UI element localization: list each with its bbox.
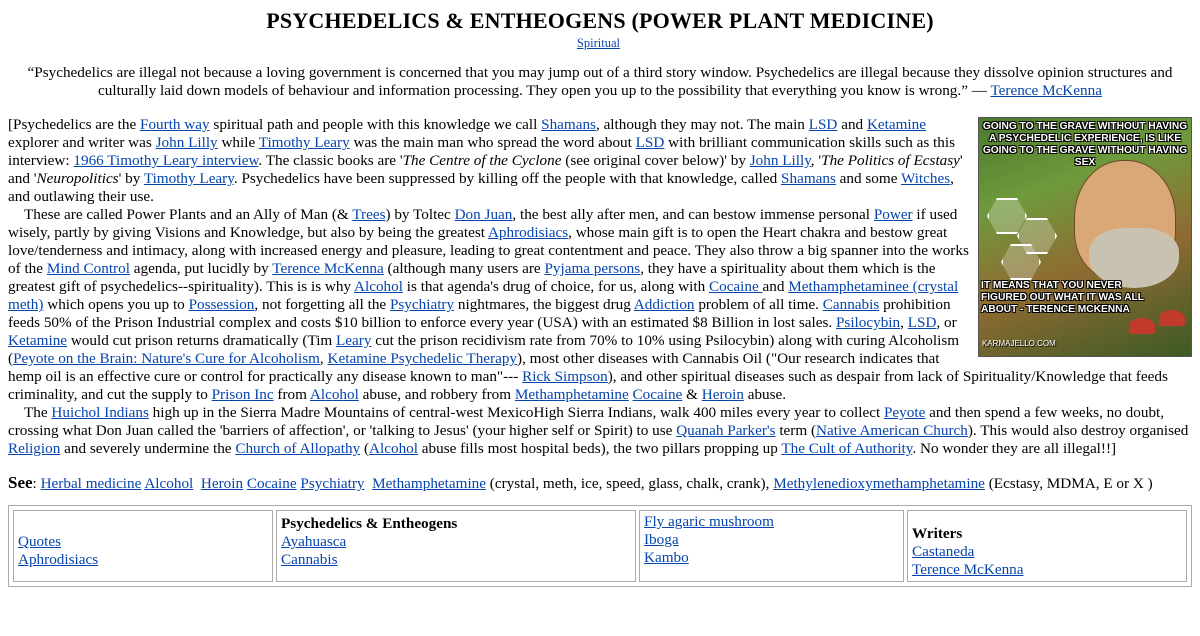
text: with brilliant communication skills such as this interview: xyxy=(8,134,956,169)
page xyxy=(0,6,1200,587)
text: , ' xyxy=(810,152,822,169)
shamans-link[interactable]: Shamans xyxy=(541,116,596,133)
kambo-link[interactable]: Kambo xyxy=(644,549,689,566)
mushroom-shape xyxy=(1129,318,1155,334)
rick-simpson-link[interactable]: Rick Simpson xyxy=(522,368,608,385)
text: explorer and writer was xyxy=(8,134,156,151)
text: and severely undermine the xyxy=(60,440,236,457)
text: , xyxy=(900,314,908,331)
peyote-link[interactable]: Peyote xyxy=(883,404,926,421)
text: problem of all time. xyxy=(694,296,823,313)
john-lilly-link[interactable]: John Lilly xyxy=(155,134,218,151)
ketamine-link[interactable]: Ketamine xyxy=(8,332,68,349)
john-lilly-link[interactable]: John Lilly xyxy=(749,152,811,169)
aphrodisiacs-link[interactable]: Aphrodisiacs xyxy=(18,551,99,568)
text: . The classic books are ' xyxy=(258,152,403,169)
text: These are called Power Plants and an Ally of Man (& xyxy=(24,206,353,223)
ketamine-link[interactable]: Ketamine xyxy=(866,116,926,133)
text: ). This would also destroy organised xyxy=(967,422,1189,439)
alcohol-link[interactable]: Alcohol xyxy=(309,386,359,403)
leary-link[interactable]: Leary xyxy=(336,332,372,349)
text: and xyxy=(837,116,867,133)
text: and some xyxy=(835,170,901,187)
aphrodisiacs-link[interactable]: Aphrodisiacs xyxy=(487,224,569,241)
methamphetamine-link[interactable]: Methamphetamine xyxy=(514,386,629,403)
alcohol-link[interactable]: Alcohol xyxy=(369,440,418,457)
nav-header-psychedelics: Psychedelics & Entheogens xyxy=(281,515,458,532)
text: abuse. xyxy=(743,386,787,403)
nav-column-1 xyxy=(13,510,273,582)
alcohol-link[interactable]: Alcohol xyxy=(354,278,403,295)
text: ' by xyxy=(118,170,144,187)
text: is that agenda's drug of choice, for us, along with xyxy=(402,278,709,295)
text: , although they may not. The main xyxy=(595,116,809,133)
psychiatry-link[interactable]: Psychiatry xyxy=(300,475,365,492)
text: cut the prison recidivism rate from 70% to 10% using Psilocybin) along with curing Alcoholism ( xyxy=(8,332,960,367)
nav-header-writers: Writers xyxy=(912,525,963,542)
text: , xyxy=(319,350,328,367)
text: spiritual path and people with this knowledge we call xyxy=(209,116,542,133)
text: (see original cover below)' by xyxy=(561,152,750,169)
timothy-leary-link[interactable]: Timothy Leary xyxy=(143,170,234,187)
navigation-table xyxy=(8,505,1192,587)
terence-mckenna-link[interactable]: Terence McKenna xyxy=(912,561,1024,578)
text: from xyxy=(273,386,310,403)
text: abuse fills most hospital beds), the two pillars propping up xyxy=(417,440,782,457)
addiction-link[interactable]: Addiction xyxy=(633,296,695,313)
trees-link[interactable]: Trees xyxy=(352,206,386,223)
ketamine-therapy-link[interactable]: Ketamine Psychedelic Therapy xyxy=(327,350,518,367)
text: and then spend a few weeks, no doubt, crossing what Don Juan called the 'barriers of affection', or 'talking to Jesus' (your higher self or Spirit) to use xyxy=(8,404,1165,439)
text: if used wisely, partly by giving Visions and Knowledge, but also by being the greatest xyxy=(8,206,958,241)
text: prohibition feeds 50% of the Prison Industrial complex and costs $10 billion to enforce every year (USA) with an estimated $8 Billion in lost sales. xyxy=(8,296,951,331)
herbal-medicine-link[interactable]: Herbal medicine xyxy=(40,475,142,492)
psychiatry-link[interactable]: Psychiatry xyxy=(389,296,455,313)
witches-link[interactable]: Witches xyxy=(900,170,951,187)
paragraph-huichol xyxy=(8,404,1192,458)
text: . Psychedelics have been suppressed by killing off the people with that knowledge, called xyxy=(233,170,782,187)
fourth-way-link[interactable]: Fourth way xyxy=(140,116,210,133)
iboga-link[interactable]: Iboga xyxy=(644,531,679,548)
text: : xyxy=(32,475,41,492)
book-title: The Politics of Ecstasy xyxy=(821,152,960,169)
text: , or xyxy=(936,314,957,331)
methamphetamine-link[interactable]: Methamphetamine xyxy=(372,475,486,492)
shamans-link[interactable]: Shamans xyxy=(781,170,836,187)
text: The xyxy=(24,404,52,421)
text: (although many users are xyxy=(383,260,545,277)
alcohol-link[interactable]: Alcohol xyxy=(144,475,194,492)
text: , whose main gift is to open the Heart chakra and bestow great love/tenderness and intimacy, along with increased energy and pleasure, leading to great contentment and peace. They also throw a big spanner into the works of the xyxy=(8,224,969,277)
fly-agaric-link[interactable]: Fly agaric mushroom xyxy=(644,513,774,530)
lsd-link[interactable]: LSD xyxy=(907,314,937,331)
possession-link[interactable]: Possession xyxy=(188,296,255,313)
image-caption-bottom: IT MEANS THAT YOU NEVER FIGURED OUT WHAT IT WAS ALL ABOUT - TERENCE MCKENNA xyxy=(981,280,1144,315)
mind-control-link[interactable]: Mind Control xyxy=(46,260,130,277)
huichol-indians-link[interactable]: Huichol Indians xyxy=(51,404,149,421)
book-title: Neuropolitics xyxy=(36,170,119,187)
quanah-parker-link[interactable]: Quanah Parker's xyxy=(676,422,776,439)
power-link[interactable]: Power xyxy=(873,206,913,223)
text: ' and ' xyxy=(8,152,963,187)
quote-author-link[interactable]: Terence McKenna xyxy=(990,82,1102,99)
text: (Ecstasy, MDMA, E or X ) xyxy=(984,475,1153,492)
terence-mckenna-link[interactable]: Terence McKenna xyxy=(272,260,384,277)
cocaine-link[interactable]: Cocaine xyxy=(632,386,683,403)
text: ) by Toltec xyxy=(385,206,455,223)
cult-of-authority-link[interactable]: The Cult of Authority xyxy=(781,440,913,457)
mckenna-quote xyxy=(8,64,1192,100)
methamphetamine-link[interactable]: Methamphetaminee (crystal meth) xyxy=(8,278,959,313)
peyote-alcoholism-link[interactable]: Peyote on the Brain: Nature's Cure for Alcoholism xyxy=(13,350,320,367)
leary-interview-link[interactable]: 1966 Timothy Leary interview xyxy=(73,152,259,169)
text: ), most other diseases with Cannabis Oil ("Our research indicates that hemp oil is an effective cure or control for practically any disease known to man"--- xyxy=(8,350,940,385)
text: was the main man who spread the word about xyxy=(349,134,636,151)
nav-column-4 xyxy=(907,510,1187,582)
see-also xyxy=(8,474,1192,493)
cannabis-link[interactable]: Cannabis xyxy=(822,296,880,313)
lsd-link[interactable]: LSD xyxy=(808,116,838,133)
mdma-link[interactable]: Methylenedioxymethamphetamine xyxy=(773,475,985,492)
quote-text: “Psychedelics are illegal not because a loving government is concerned that you may jump out of a third story window. Psychedelics are illegal because they dissolve opinion structures and culturally laid down models of behaviour and information processing. They open you up to the possibility that everything you know is wrong.” — xyxy=(27,64,1173,99)
church-of-allopathy-link[interactable]: Church of Allopathy xyxy=(235,440,361,457)
image-credit: KARMAJELLO.COM xyxy=(982,339,1056,348)
text: (crystal, meth, ice, speed, glass, chalk, crank), xyxy=(486,475,774,492)
text: which opens you up to xyxy=(43,296,189,313)
pyjama-persons-link[interactable]: Pyjama persons xyxy=(544,260,641,277)
text: & xyxy=(682,386,702,403)
text: ), and other spiritual diseases such as despair from lack of Spirituality/Knowledge that feeds criminality, and cut the supply to xyxy=(8,368,1168,403)
mckenna-meme-image xyxy=(978,117,1192,357)
nav-column-2 xyxy=(276,510,636,582)
text: , the best ally after men, and can bestow immense personal xyxy=(512,206,874,223)
quotes-link[interactable]: Quotes xyxy=(18,533,62,550)
prison-inc-link[interactable]: Prison Inc xyxy=(211,386,274,403)
native-american-church-link[interactable]: Native American Church xyxy=(816,422,968,439)
castaneda-link[interactable]: Castaneda xyxy=(912,543,975,560)
ayahuasca-link[interactable]: Ayahuasca xyxy=(281,533,347,550)
cocaine-link[interactable]: Cocaine xyxy=(708,278,763,295)
text: and xyxy=(762,278,789,295)
cocaine-link[interactable]: Cocaine xyxy=(246,475,297,492)
see-label: See xyxy=(8,473,33,492)
text: would cut prison returns dramatically (Tim xyxy=(67,332,337,349)
subtitle xyxy=(8,36,1192,50)
don-juan-link[interactable]: Don Juan xyxy=(454,206,513,223)
lsd-link[interactable]: LSD xyxy=(635,134,665,151)
timothy-leary-link[interactable]: Timothy Leary xyxy=(258,134,350,151)
text: agenda, put lucidly by xyxy=(129,260,273,277)
text: while xyxy=(217,134,259,151)
text: [Psychedelics are the xyxy=(8,116,140,133)
text: nightmares, the biggest drug xyxy=(454,296,634,313)
beard-illustration xyxy=(1089,228,1179,288)
spiritual-category-link[interactable]: Spiritual xyxy=(576,36,620,50)
text: term ( xyxy=(775,422,817,439)
religion-link[interactable]: Religion xyxy=(8,440,61,457)
text: , not forgetting all the xyxy=(254,296,390,313)
image-caption-top: GOING TO THE GRAVE WITHOUT HAVING A PSYCHEDELIC EXPERIENCE, IS LIKE GOING TO THE GRAVE WITHOUT HAVING SEX xyxy=(982,121,1188,168)
cannabis-link[interactable]: Cannabis xyxy=(281,551,338,568)
book-title: The Centre of the Cyclone xyxy=(402,152,562,169)
heroin-link[interactable]: Heroin xyxy=(200,475,244,492)
text: . No wonder they are all illegal!!] xyxy=(912,440,1117,457)
text: abuse, and robbery from xyxy=(358,386,515,403)
psilocybin-link[interactable]: Psilocybin xyxy=(835,314,901,331)
page-title: PSYCHEDELICS & ENTHEOGENS (POWER PLANT MEDICINE) xyxy=(266,8,934,33)
nav-column-3 xyxy=(639,510,904,582)
text: , and outlawing their use. xyxy=(8,170,954,205)
hexagon-shape xyxy=(987,198,1027,234)
text: , they have a spirituality about them which is the greatest gift of psychedelics--spirituality). This is is why xyxy=(8,260,936,295)
text: ( xyxy=(360,440,370,457)
text: high up in the Sierra Madre Mountains of central-west MexicoHigh Sierra Indians, walk 400 miles every year to collect xyxy=(148,404,884,421)
heroin-link[interactable]: Heroin xyxy=(701,386,744,403)
